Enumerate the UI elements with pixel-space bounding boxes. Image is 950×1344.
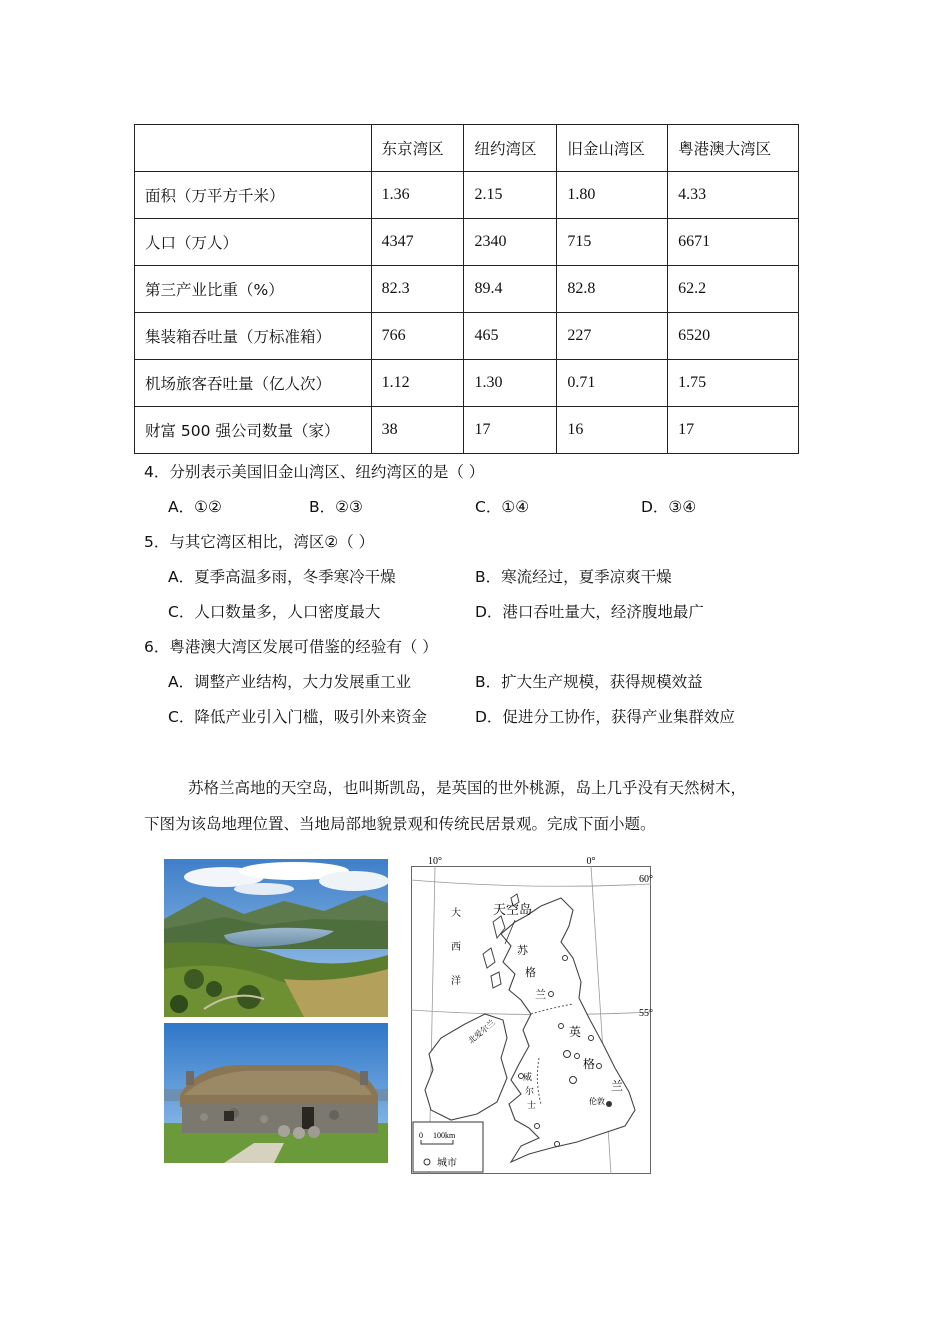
atlantic-label-3: 洋	[451, 976, 461, 987]
table-cell: 6671	[668, 219, 799, 266]
table-cell: 17	[668, 407, 799, 454]
table-row	[135, 313, 799, 360]
city-legend-label: 城市	[437, 1158, 457, 1169]
question-4-option-c[interactable]: C．①④	[475, 498, 530, 516]
table-cell: 82.3	[371, 266, 464, 313]
england-label-1: 英	[569, 1025, 582, 1039]
wales-label-3: 士	[527, 1101, 537, 1111]
table-cell: 16	[557, 407, 668, 454]
question-5-option-b[interactable]: B．寒流经过，夏季凉爽干燥	[475, 568, 672, 586]
table-cell: 2.15	[464, 172, 557, 219]
longitude-0-label: 0°	[586, 856, 596, 867]
question-4-stem: 4．分别表示美国旧金山湾区、纽约湾区的是（ ）	[144, 463, 485, 481]
wales-label-2: 尔	[525, 1087, 535, 1097]
question-6-option-c[interactable]: C．降低产业引入门槛，吸引外来资金	[168, 708, 427, 726]
question-6-option-a[interactable]: A．调整产业结构，大力发展重工业	[168, 673, 412, 691]
table-cell: 17	[464, 407, 557, 454]
atlantic-label-1: 大	[451, 908, 461, 919]
row-label: 第三产业比重（%）	[135, 266, 372, 313]
table-cell: 227	[557, 313, 668, 360]
table-cell: 38	[371, 407, 464, 454]
scotland-label-1: 苏	[517, 944, 528, 957]
table-cell: 1.12	[371, 360, 464, 407]
question-4-option-b[interactable]: B．②③	[309, 498, 363, 516]
table-cell: 2340	[464, 219, 557, 266]
table-row	[135, 407, 799, 454]
longitude-10w-label: 10°	[428, 856, 442, 867]
landscape-photo	[164, 859, 388, 1017]
uk-location-map	[411, 858, 651, 1174]
table-header-cell: 粤港澳大湾区	[668, 125, 799, 172]
table-cell: 6520	[668, 313, 799, 360]
london-label: 伦敦	[589, 1097, 605, 1106]
traditional-house-photo	[164, 1023, 388, 1163]
question-6-option-b[interactable]: B．扩大生产规模，获得规模效益	[475, 673, 703, 691]
table-cell: 62.2	[668, 266, 799, 313]
question-5-option-c[interactable]: C．人口数量多，人口密度最大	[168, 603, 381, 621]
table-cell: 766	[371, 313, 464, 360]
question-5-option-d[interactable]: D．港口吞吐量大，经济腹地最广	[475, 603, 704, 621]
table-cell: 4.33	[668, 172, 799, 219]
intro-line-2: 下图为该岛地理位置、当地局部地貌景观和传统民居景观。完成下面小题。	[144, 815, 656, 833]
city-legend-icon	[424, 1159, 430, 1165]
atlantic-label-2: 西	[451, 942, 461, 953]
question-4-option-d[interactable]: D．③④	[641, 498, 697, 516]
table-header-cell: 纽约湾区	[464, 125, 557, 172]
table-header-cell: 旧金山湾区	[557, 125, 668, 172]
england-label-3: 兰	[611, 1079, 624, 1093]
skye-label: 天空岛	[493, 903, 533, 918]
row-label: 财富 500 强公司数量（家）	[135, 407, 372, 454]
table-row	[135, 219, 799, 266]
northern-ireland-label: 北爱尔兰	[466, 1018, 497, 1046]
row-label: 人口（万人）	[135, 219, 372, 266]
wales-label-1: 威	[523, 1073, 533, 1083]
scotland-label-2: 格	[525, 966, 536, 979]
table-row	[135, 360, 799, 407]
table-cell: 1.36	[371, 172, 464, 219]
table-cell: 715	[557, 219, 668, 266]
table-row	[135, 172, 799, 219]
table-cell: 1.30	[464, 360, 557, 407]
table-cell: 89.4	[464, 266, 557, 313]
table-cell: 1.75	[668, 360, 799, 407]
scotland-label-3: 兰	[535, 988, 546, 1001]
table-header-cell	[135, 125, 372, 172]
question-5-stem: 5．与其它湾区相比，湾区②（ ）	[144, 533, 375, 551]
latitude-55-label: 55°	[639, 1008, 653, 1019]
table-row	[135, 266, 799, 313]
table-cell: 1.80	[557, 172, 668, 219]
question-5-option-a[interactable]: A．夏季高温多雨，冬季寒冷干燥	[168, 568, 396, 586]
row-label: 机场旅客吞吐量（亿人次）	[135, 360, 372, 407]
row-label: 面积（万平方千米）	[135, 172, 372, 219]
row-label: 集装箱吞吐量（万标准箱）	[135, 313, 372, 360]
intro-line-1: 苏格兰高地的天空岛，也叫斯凯岛，是英国的世外桃源，岛上几乎没有天然树木，	[188, 779, 747, 797]
england-label-2: 格	[583, 1057, 596, 1071]
table-cell: 0.71	[557, 360, 668, 407]
question-6-option-d[interactable]: D．促进分工协作，获得产业集群效应	[475, 708, 735, 726]
table-cell: 465	[464, 313, 557, 360]
bay-area-data-table	[134, 124, 799, 454]
scale-bar-label: 0 100km	[419, 1131, 456, 1140]
table-header-row	[135, 125, 799, 172]
question-4-option-a[interactable]: A．①②	[168, 498, 222, 516]
table-cell: 82.8	[557, 266, 668, 313]
question-6-stem: 6．粤港澳大湾区发展可借鉴的经验有（ ）	[144, 638, 438, 656]
table-header-cell: 东京湾区	[371, 125, 464, 172]
table-cell: 4347	[371, 219, 464, 266]
latitude-60-label: 60°	[639, 874, 653, 885]
